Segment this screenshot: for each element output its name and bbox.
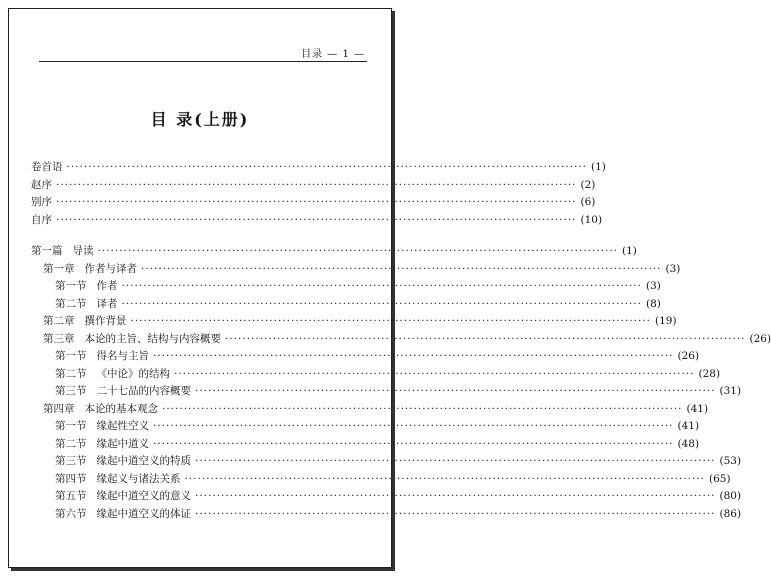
toc-entry-page: (41)	[686, 402, 709, 415]
toc-entry-text: 缘起性空义	[96, 420, 149, 432]
toc-entry	[31, 401, 709, 419]
toc-entry	[31, 506, 742, 524]
toc-entry-label	[55, 471, 181, 486]
toc-entry-label	[55, 453, 191, 468]
toc-entry-page: (80)	[719, 490, 742, 502]
toc-entry-text: 本论的基本观念	[84, 402, 158, 415]
toc-entry	[31, 453, 742, 471]
toc-entry-label	[31, 194, 52, 209]
toc-entry-label	[55, 418, 149, 433]
toc-entry-label	[43, 331, 221, 346]
toc-entry-label	[43, 261, 137, 276]
toc-entry	[31, 159, 606, 177]
toc-entry-page: (1)	[591, 161, 606, 173]
toc-entry-label	[31, 243, 94, 258]
toc-entry-text: 导读	[72, 245, 94, 257]
toc-entry-page: (2)	[580, 178, 596, 191]
toc-entry-page: (31)	[719, 385, 742, 397]
toc-entry-text: 缘起中道空义的特质	[96, 455, 191, 467]
toc-entry-number: 第一节	[55, 420, 87, 432]
dot-leader: ························································································································	[56, 213, 577, 226]
toc-entry-page: (26)	[749, 332, 771, 345]
dot-leader: ························································································································	[141, 262, 662, 275]
running-header: 目录 — 1 —	[301, 49, 365, 60]
toc-entry-page: (3)	[665, 262, 681, 275]
toc-entry-label	[55, 506, 191, 521]
dot-leader: ························································································································	[195, 490, 716, 502]
toc-entry-number: 第六节	[55, 507, 87, 520]
toc-entry	[31, 243, 637, 261]
toc-entry-text: 本论的主旨、结构与内容概要	[84, 332, 221, 345]
toc-entry-label	[43, 313, 127, 328]
toc-entry-text: 别序	[31, 196, 52, 208]
toc-entry-number: 第四节	[55, 472, 87, 485]
toc-entry-text: 作者	[96, 280, 118, 292]
dot-leader: ························································································································	[195, 455, 716, 467]
toc-entry-text: 缘起中道义	[96, 437, 149, 450]
toc-entry	[31, 194, 596, 212]
toc-entry-page: (6)	[580, 196, 596, 208]
toc-entry-label	[55, 488, 191, 503]
toc-entry-text: 译者	[96, 297, 118, 310]
toc-entry-text: 《中论》的结构	[96, 367, 170, 380]
toc-entry-number: 第一节	[55, 280, 87, 292]
dot-leader: ························································································································	[121, 280, 643, 292]
dot-leader: ························································································································	[153, 420, 674, 432]
dot-leader: ························································································································	[174, 367, 695, 380]
toc-entry-text: 自序	[31, 213, 52, 226]
toc-entry	[31, 296, 661, 314]
toc-entry-text: 卷首语	[31, 161, 63, 173]
toc-entry-page: (1)	[622, 245, 637, 257]
toc-entry-label	[55, 278, 118, 293]
toc-entry	[31, 366, 721, 384]
toc-entry	[31, 348, 700, 366]
dot-leader: ························································································································	[195, 507, 716, 520]
toc-entry-page: (48)	[677, 437, 700, 450]
toc-entry	[31, 436, 700, 454]
toc-entry	[31, 177, 596, 195]
toc-entry-number: 第三节	[55, 385, 87, 397]
toc-entry-number: 第四章	[43, 402, 75, 415]
dot-leader: ························································································································	[56, 178, 577, 191]
toc-entry-page: (26)	[677, 350, 700, 362]
dot-leader: ························································································································	[130, 315, 652, 327]
document-page	[8, 8, 771, 568]
toc-entry	[31, 488, 742, 506]
toc-entry-label	[55, 296, 118, 311]
header-rule	[39, 61, 367, 62]
toc-entry-page: (65)	[709, 472, 731, 485]
toc-entry-text: 得名与主旨	[96, 350, 149, 362]
toc-entry-page: (53)	[719, 455, 742, 467]
toc-entry-number: 第一篇	[31, 245, 63, 257]
dot-leader: ························································································································	[153, 437, 674, 450]
toc-entry-page: (41)	[677, 420, 700, 432]
toc-entry-number: 第三节	[55, 455, 87, 467]
toc-entry-label	[31, 212, 52, 227]
toc-entry-text: 二十七品的内容概要	[96, 385, 191, 397]
toc-entry-page: (19)	[655, 315, 677, 327]
toc-entry-number: 第二节	[55, 297, 87, 310]
toc-entry-number: 第一章	[43, 262, 75, 275]
toc-entry-label	[31, 177, 52, 192]
toc-entry-page: (10)	[580, 213, 603, 226]
toc-entry-page: (86)	[719, 507, 742, 520]
toc-entry-label	[43, 401, 158, 416]
toc-entry-label	[31, 159, 63, 174]
toc-entry-text: 撰作背景	[84, 315, 127, 327]
toc-entry-text: 缘起中道空义的体证	[96, 507, 191, 520]
toc-entry-label	[55, 383, 191, 398]
toc-entry-label	[55, 436, 149, 451]
toc-entry	[31, 261, 681, 279]
toc-entry-number: 第二章	[43, 315, 75, 327]
toc-entry	[31, 331, 771, 349]
toc-entry	[31, 418, 700, 436]
toc-entry-text: 赵序	[31, 178, 52, 191]
toc-entry-number: 第三章	[43, 332, 75, 345]
dot-leader: ························································································································	[184, 472, 706, 485]
toc-entry-label	[55, 348, 149, 363]
toc-entry-page: (3)	[646, 280, 661, 292]
dot-leader: ························································································································	[56, 196, 577, 208]
toc-entry	[31, 278, 661, 296]
toc-entry-text: 作者与译者	[84, 262, 137, 275]
dot-leader: ························································································································	[225, 332, 746, 345]
toc-entry-number: 第五节	[55, 490, 87, 502]
toc-entry-text: 缘起中道空义的意义	[96, 490, 191, 502]
toc-entry	[31, 383, 742, 401]
toc-entry-number: 第一节	[55, 350, 87, 362]
toc-entry-page: (8)	[646, 297, 661, 310]
table-of-contents	[31, 159, 771, 523]
toc-entry	[31, 471, 731, 489]
toc-entry-page: (28)	[698, 367, 721, 380]
toc-entry	[31, 313, 677, 331]
dot-leader: ························································································································	[162, 402, 683, 415]
toc-entry	[31, 212, 603, 230]
dot-leader: ························································································································	[66, 161, 588, 173]
toc-entry-label	[55, 366, 170, 381]
dot-leader: ························································································································	[97, 245, 619, 257]
toc-entry-number: 第二节	[55, 367, 87, 380]
page-title: 目 录(上册)	[150, 110, 250, 129]
dot-leader: ························································································································	[121, 297, 643, 310]
dot-leader: ························································································································	[153, 350, 674, 362]
toc-entry-number: 第二节	[55, 437, 87, 450]
toc-entry-text: 缘起义与诸法关系	[96, 472, 181, 485]
dot-leader: ························································································································	[195, 385, 716, 397]
